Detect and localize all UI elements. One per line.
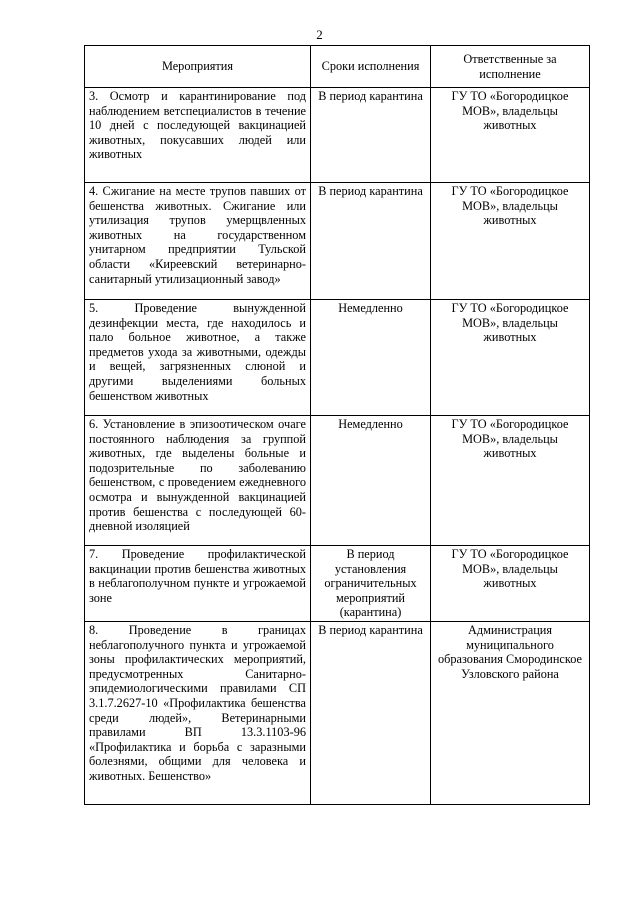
table-header (85, 46, 590, 88)
row-terms: Немедленно (311, 416, 431, 546)
row-activity: 8. Проведение в границах неблагополучного пункта и угрожаемой зоны профилактических мероприятий, предусмотренных Санитарно-эпидемиологическими правилами СП 3.1.7.2627-10 «Профилактика бешенства среди людей», Ветеринарными правилами ВП 13.3.1103-96 «Профилактика и борьба с заразными болезнями, общими для человека и животных. Бешенство» (85, 621, 311, 804)
row-responsible: ГУ ТО «Богородицкое МОВ», владельцы животных (431, 416, 590, 546)
row-terms: В период карантина (311, 88, 431, 183)
table-row (85, 300, 590, 416)
table-row (85, 88, 590, 183)
row-terms: В период карантина (311, 621, 431, 804)
table-row (85, 416, 590, 546)
header-activity: Мероприятия (85, 46, 311, 88)
table-row (85, 621, 590, 804)
header-responsible-text: Ответственные за исполнение (463, 51, 557, 81)
page-number: 2 (316, 27, 323, 42)
table-row (85, 183, 590, 300)
row-terms: В период карантина (311, 183, 431, 300)
row-activity: 3. Осмотр и карантинирование под наблюдением ветспециалистов в течение 10 дней с последующей вакцинацией животных, покусавших людей или животных (85, 88, 311, 183)
header-responsible (431, 46, 590, 88)
row-responsible: ГУ ТО «Богородицкое МОВ», владельцы животных (431, 183, 590, 300)
row-activity: 6. Установление в эпизоотическом очаге постоянного наблюдения за группой животных, где выделены больные и подозрительные по заболеванию бешенством, с проведением ежедневного осмотра и вынужденной вакцинацией против бешенства с последующей 60-дневной изоляцией (85, 416, 311, 546)
row-responsible: ГУ ТО «Богородицкое МОВ», владельцы животных (431, 546, 590, 622)
row-responsible: ГУ ТО «Богородицкое МОВ», владельцы животных (431, 88, 590, 183)
row-responsible: Администрация муниципального образования Смородинское Узловского района (431, 621, 590, 804)
row-activity: 4. Сжигание на месте трупов павших от бешенства животных. Сжигание или утилизация трупов умерщвленных животных на государственном унитарном предприятии Тульской области «Киреевский ветеринарно-санитарный утилизационный завод» (85, 183, 311, 300)
row-terms: В период установления ограничительных мероприятий (карантина) (311, 546, 431, 622)
row-terms: Немедленно (311, 300, 431, 416)
row-responsible: ГУ ТО «Богородицкое МОВ», владельцы животных (431, 300, 590, 416)
row-activity: 7. Проведение профилактической вакцинации против бешенства животных в неблагополучном пункте и угрожаемой зоне (85, 546, 311, 622)
table-row (85, 546, 590, 622)
header-terms: Сроки исполнения (311, 46, 431, 88)
measures-table (84, 45, 590, 805)
row-activity: 5. Проведение вынужденной дезинфекции места, где находилось и пало больное животное, а также предметов ухода за животными, одежды и вещей, загрязненных слюной и другими выделениями больных бешенством животных (85, 300, 311, 416)
